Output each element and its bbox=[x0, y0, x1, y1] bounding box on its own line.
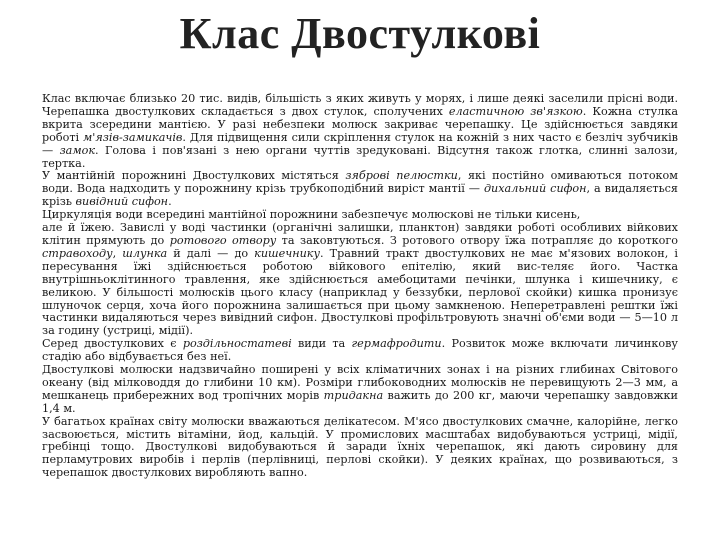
text-run: Двостулкові молюски надзвичайно поширені у всіх кліматичних зонах і на різних глибинах Світового океану (від мілководдя до глибини 10 км). Розміри глибоководних молюсків не перевищують 2—3 мм, а мешканець прибережних вод тропічних морів bbox=[42, 363, 678, 402]
text-run: але й їжею. Завислі у воді частинки (органічні залишки, планктон) завдяки роботі особливих війкових клітин прямують до bbox=[42, 221, 678, 247]
text-run: . Для підвищення сили скріплення стулок на кожній з них часто є безліч зубчиків — bbox=[42, 130, 678, 157]
text-run: . Розвиток може включати личинкову стадію або відбувається без неї. bbox=[42, 337, 678, 364]
italic-term: кишечнику bbox=[254, 246, 320, 260]
italic-term: дихальний сифон bbox=[483, 182, 587, 196]
text-run: та заковтуються. З ротового отвору їжа потрапляє до короткого bbox=[276, 233, 678, 247]
italic-term: гермафродити bbox=[351, 337, 442, 351]
paragraph bbox=[42, 338, 678, 364]
italic-term: еластичною зв'язкою bbox=[448, 104, 583, 118]
italic-term: тридакна bbox=[323, 388, 384, 402]
text-run: У мантійній порожнині Двостулкових містяться bbox=[42, 169, 346, 183]
slide-title: Клас Двостулкові bbox=[179, 9, 541, 58]
text-run: й далі — до bbox=[167, 246, 255, 260]
italic-term: зяброві пелюстки bbox=[345, 169, 458, 183]
text-run: Серед двостулкових є bbox=[42, 337, 183, 351]
text-run: . Кожна стулка вкрита зсередини мантією. У разі небезпеки молюск закриває черепашку. Це здійснюється завдяки роботі bbox=[42, 104, 678, 144]
italic-term: роздільностатеві bbox=[182, 337, 292, 351]
italic-term: стравоходу bbox=[42, 246, 113, 260]
italic-term: м'язів-замикачів bbox=[83, 130, 183, 144]
text-run: , а видаляється крізь bbox=[42, 182, 678, 209]
text-run: У багатьох країнах світу молюски вважаються делікатесом. М'ясо двостулкових смачне, калорійне, легко засвоюється, містить вітаміни, йод, кальцій. У промислових масштабах видобуваються устриці, мідії, гребінці тощо. Двостулкові видобуваються й заради їхніх черепашок, які дають сировину для перламутрових виробів і перлів (перлівниці, перлові скойки). У деяких країнах, що розвиваються, з черепашок двостулкових виробляють вапно. bbox=[42, 414, 678, 480]
paragraph bbox=[42, 170, 678, 209]
text-run: . Травний тракт двостулкових не має м'язових волокон, і пересування їжі здійснюється роботою війкового епітелію, який вис-теляє його. Частка внутрішньоклітинного травлення, яке здійснюється амебоцитами печінки, шлунка і кишечнику, є великою. У більшості молюсків цього класу (наприклад у беззубки, перлової скойки) кишка пронизує шлуночок серця, хоча його порожнина залишається при цьому замкненою. Неперетравлені рештки їжі частинки видаляються через вивідний сифон. Двостулкові профільтровують значні об'єми води — 5—10 л за годину (устриці, мідії). bbox=[42, 246, 678, 338]
text-run: Циркуляція води всередині мантійної порожнини забезпечує молюскові не тільки кисень, bbox=[42, 208, 581, 222]
slide-body bbox=[42, 93, 678, 480]
paragraph bbox=[42, 93, 678, 170]
text-run: , які постійно омиваються потоком води. Вода надходить у порожнину крізь трубкоподібний виріст мантії — bbox=[42, 169, 678, 196]
text-run: важить до 200 кг, маючи черепашку завдовжки 1,4 м. bbox=[42, 388, 678, 415]
italic-term: вивідний сифон bbox=[75, 195, 169, 209]
italic-term: ротового отвору bbox=[169, 233, 277, 247]
italic-term: шлунка bbox=[122, 246, 168, 260]
paragraph bbox=[42, 364, 678, 416]
text-run: . bbox=[168, 195, 172, 209]
text-run: , bbox=[112, 246, 123, 260]
text-run: . Голова і пов'язані з нею органи чуттів зредуковані. Відсутня також глотка, слинні залози, тертка. bbox=[42, 143, 678, 170]
paragraph bbox=[42, 416, 678, 481]
italic-term: замок bbox=[59, 143, 96, 157]
paragraph bbox=[42, 222, 678, 338]
text-run: Клас включає близько 20 тис. видів, більшість з яких живуть у морях, і лише деякі заселили прісні води. Черепашка двостулкових складається з двох стулок, сполучених bbox=[42, 92, 678, 118]
text-run: види та bbox=[291, 337, 352, 351]
